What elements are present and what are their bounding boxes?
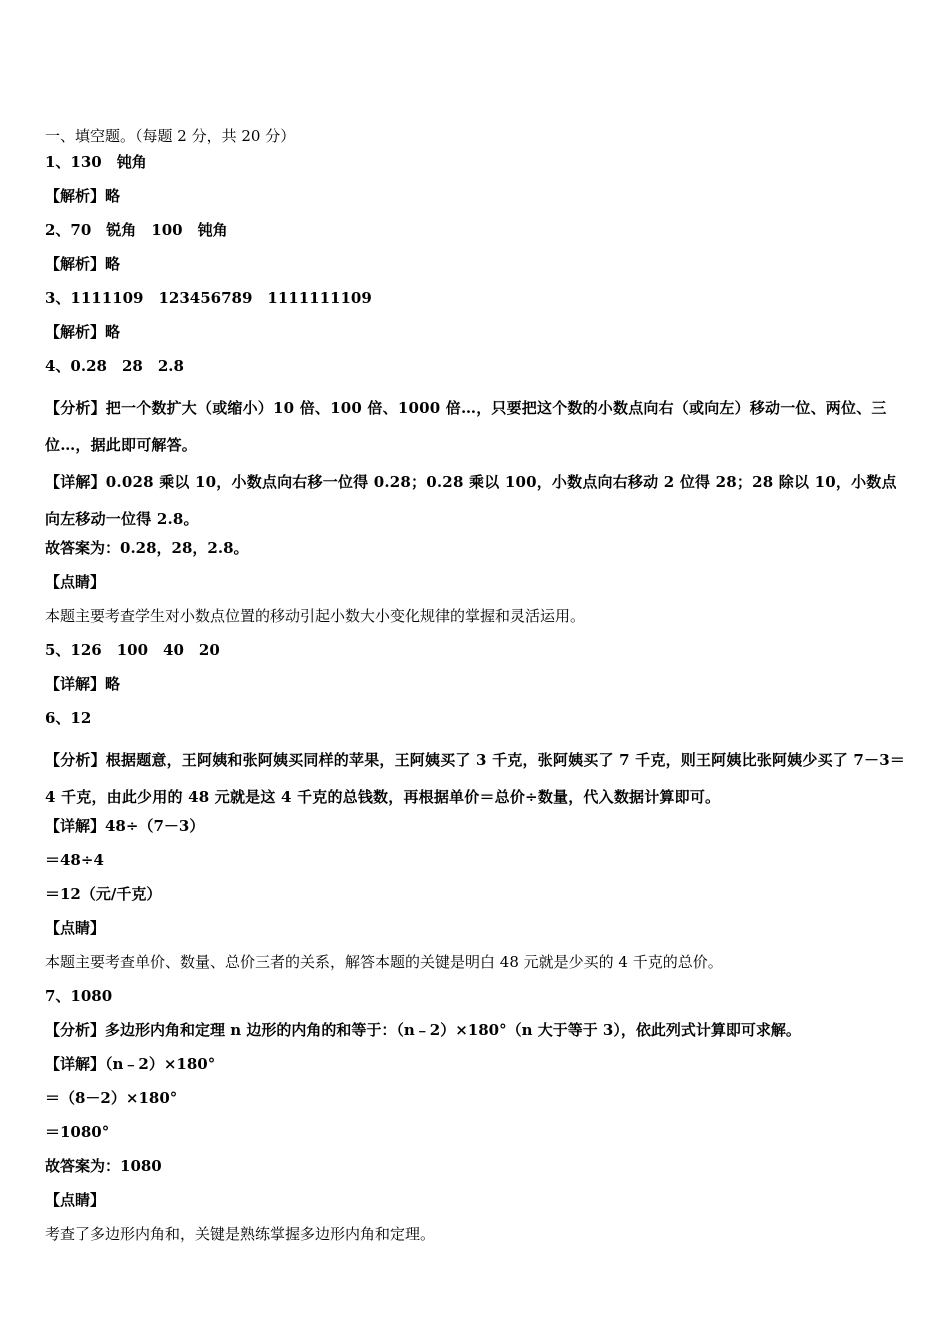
answer-line: 5、126 100 40 20 [45,641,220,659]
answer-line: 7、1080 [45,987,113,1005]
answer-line: 3、1111109 123456789 1111111109 [45,289,372,307]
answer-line: ＝（8－2）×180° [45,1089,178,1107]
answer-line: 【点睛】 [45,573,106,591]
answer-line: 6、12 [45,709,92,727]
answer-line: 【详解】略 [45,675,121,693]
answer-line: 【分析】把一个数扩大（或缩小）10 倍、100 倍、1000 倍…，只要把这个数的小数点向右（或向左）移动一位、两位、三位…，据此即可解答。 [45,399,887,454]
answer-line: 考查了多边形内角和，关键是熟练掌握多边形内角和定理。 [45,1225,436,1243]
answer-line: 故答案为：0.28，28，2.8。 [45,539,249,557]
answer-line: 【解析】略 [45,323,121,341]
answer-line: 【分析】根据题意，王阿姨和张阿姨买同样的苹果，王阿姨买了 3 千克，张阿姨买了 7 千克，则王阿姨比张阿姨少买了 7－3＝4 千克，由此少用的 48 元就是这 4 千克的总钱数，再根据单价＝总价÷数量，代入数据计算即可。 [45,751,906,806]
answer-line: 本题主要考查单价、数量、总价三者的关系，解答本题的关键是明白 48 元就是少买的 4 千克的总价。 [45,953,723,971]
answer-line: 2、70 锐角 100 钝角 [45,221,228,239]
answer-line: 【详解】48÷（7－3） [45,817,205,835]
answer-line: 【点睛】 [45,919,106,937]
answer-line: ＝12（元/千克） [45,885,162,903]
answer-line: 1、130 钝角 [45,153,147,171]
answer-content [45,126,907,1258]
answer-line: ＝48÷4 [45,851,104,869]
answer-line: 4、0.28 28 2.8 [45,357,184,375]
answer-line: 本题主要考查学生对小数点位置的移动引起小数大小变化规律的掌握和灵活运用。 [45,607,586,625]
answer-line: 【解析】略 [45,187,121,205]
answer-line: ＝1080° [45,1123,110,1141]
section-title: 一、填空题。（每题 2 分，共 20 分） [45,127,296,145]
answer-line: 【点睛】 [45,1191,106,1209]
answer-line: 【分析】多边形内角和定理 n 边形的内角的和等于：（n﹣2）×180°（n 大于等于 3），依此列式计算即可求解。 [45,1021,801,1039]
answer-line: 【解析】略 [45,255,121,273]
answer-line: 故答案为：1080 [45,1157,162,1175]
answer-line: 【详解】（n﹣2）×180° [45,1055,216,1073]
answer-line: 【详解】0.028 乘以 10，小数点向右移一位得 0.28；0.28 乘以 100，小数点向右移动 2 位得 28；28 除以 10，小数点向左移动一位得 2.8。 [45,473,897,528]
